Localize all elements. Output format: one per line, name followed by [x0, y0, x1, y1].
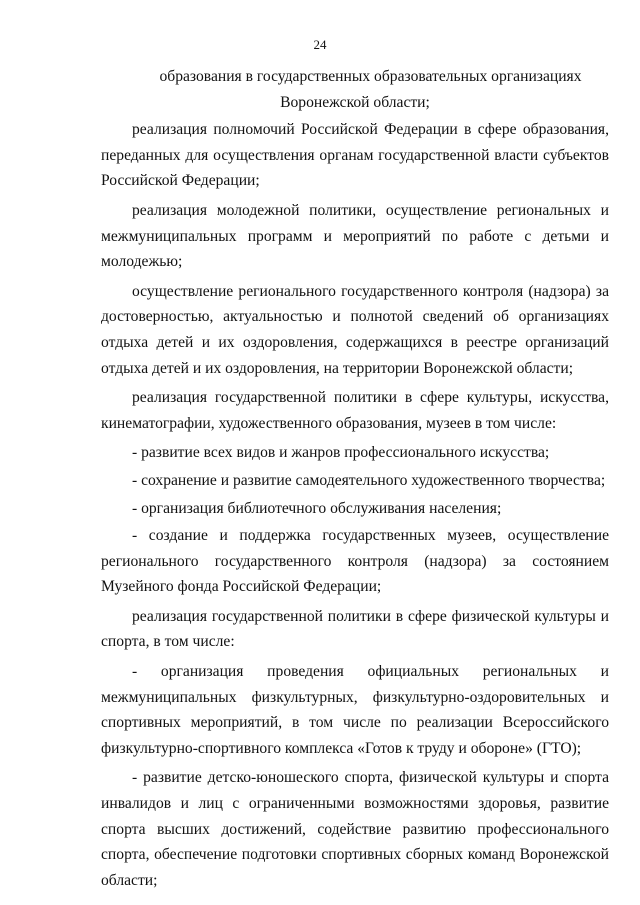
paragraph: реализация государственной политики в сфере культуры, искусства, кинематографии, художественного образования, музеев в том числе: [101, 389, 609, 432]
list-item: - развитие всех видов и жанров профессионального искусства; [132, 444, 550, 462]
list-item: - создание и поддержка государственных музеев, осуществление регионального государственного контроля (надзора) за состоянием Музейного фонда Российской Федерации; [101, 527, 609, 596]
list-item: - организация библиотечного обслуживания населения; [132, 499, 502, 517]
paragraph: реализация полномочий Российской Федерации в сфере образования, переданных для осуществления органам государственной власти субъектов Российской Федерации; [101, 121, 609, 190]
list-item: - организация проведения официальных региональных и межмуниципальных физкультурных, физкультурно-оздоровительных и спортивных мероприятий, в том числе по реализации Всероссийского физкультурно-спортивного комплекса «Готов к труду и обороне» (ГТО); [101, 663, 609, 757]
paragraph-continuation: образования в государственных образовательных организациях Воронежской области; [159, 68, 582, 111]
paragraph: реализация государственной политики в сфере физической культуры и спорта, в том числе: [101, 607, 609, 651]
list-item: - сохранение и развитие самодеятельного художественного творчества; [132, 471, 606, 489]
paragraph: реализация молодежной политики, осуществление региональных и межмуниципальных программ и мероприятий по работе с детьми и молодежью; [101, 201, 609, 271]
page-number: 24 [313, 37, 327, 52]
paragraph: осуществление регионального государственного контроля (надзора) за достоверностью, актуальностью и полнотой сведений об организациях отдыха детей и их оздоровления, содержащихся в реестре организаций отдыха детей и их оздоровления, на территории Воронежской области; [101, 282, 609, 377]
document-body [101, 64, 609, 897]
list-item: - развитие детско-юношеского спорта, физической культуры и спорта инвалидов и лиц с ограниченными возможностями здоровья, развитие спорта высших достижений, содействие развитию профессионального спорта, обеспечение подготовки спортивных сборных команд Воронежской области; [101, 769, 609, 889]
